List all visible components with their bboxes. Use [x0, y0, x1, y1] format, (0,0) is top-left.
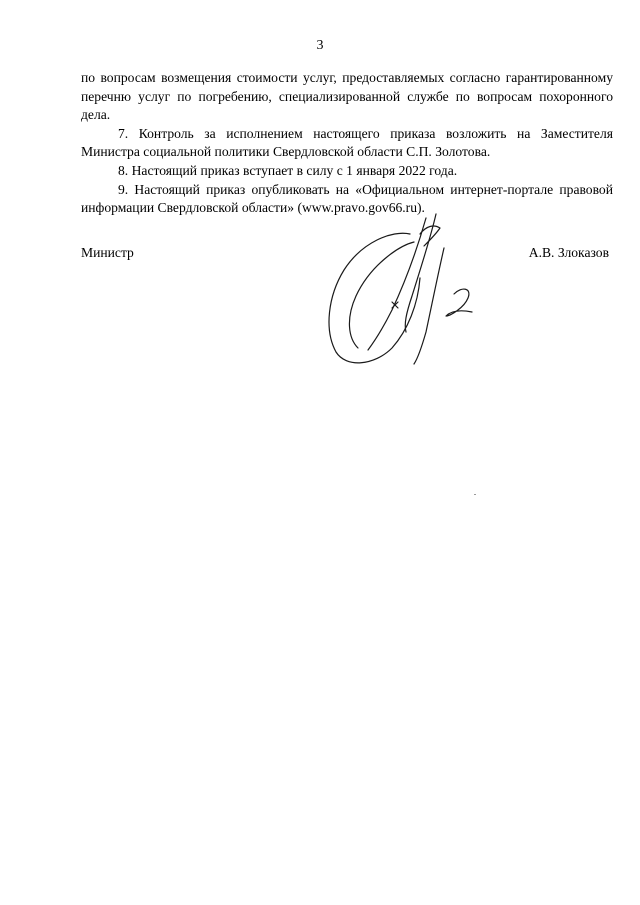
page-number: 3: [316, 38, 324, 53]
signature-strokes: [329, 214, 472, 364]
signatory-title: Министр: [81, 245, 134, 260]
signature-slash-3: [414, 248, 444, 364]
handwritten-signature: [322, 212, 492, 372]
paragraph-continuation: по вопросам возмещения стоимости услуг, предоставляемых согласно гарантированному перечню услуг по погребению, специализированной службе по вопросам похоронного дела.: [81, 70, 613, 123]
paragraph-item-7: 7. Контроль за исполнением настоящего приказа возложить на Заместителя Министра социальной политики Свердловской области С.П. Золотова.: [81, 125, 613, 160]
document-body: [81, 69, 613, 218]
signature-loop-inner: [349, 242, 414, 348]
signature-z-mark: [446, 289, 472, 316]
signature-loop: [329, 233, 420, 363]
paragraph-item-8: 8. Настоящий приказ вступает в силу с 1 января 2022 года.: [118, 162, 458, 178]
scan-speck: [474, 494, 476, 495]
signatory-name: А.В. Злоказов: [528, 245, 609, 260]
signature-slash-1: [368, 218, 426, 350]
signature-slash-2: [405, 214, 436, 332]
paragraph-item-9: 9. Настоящий приказ опубликовать на «Официальном интернет-портале правовой информации Свердловской области» (www.pravo.gov66.ru).: [81, 181, 613, 216]
